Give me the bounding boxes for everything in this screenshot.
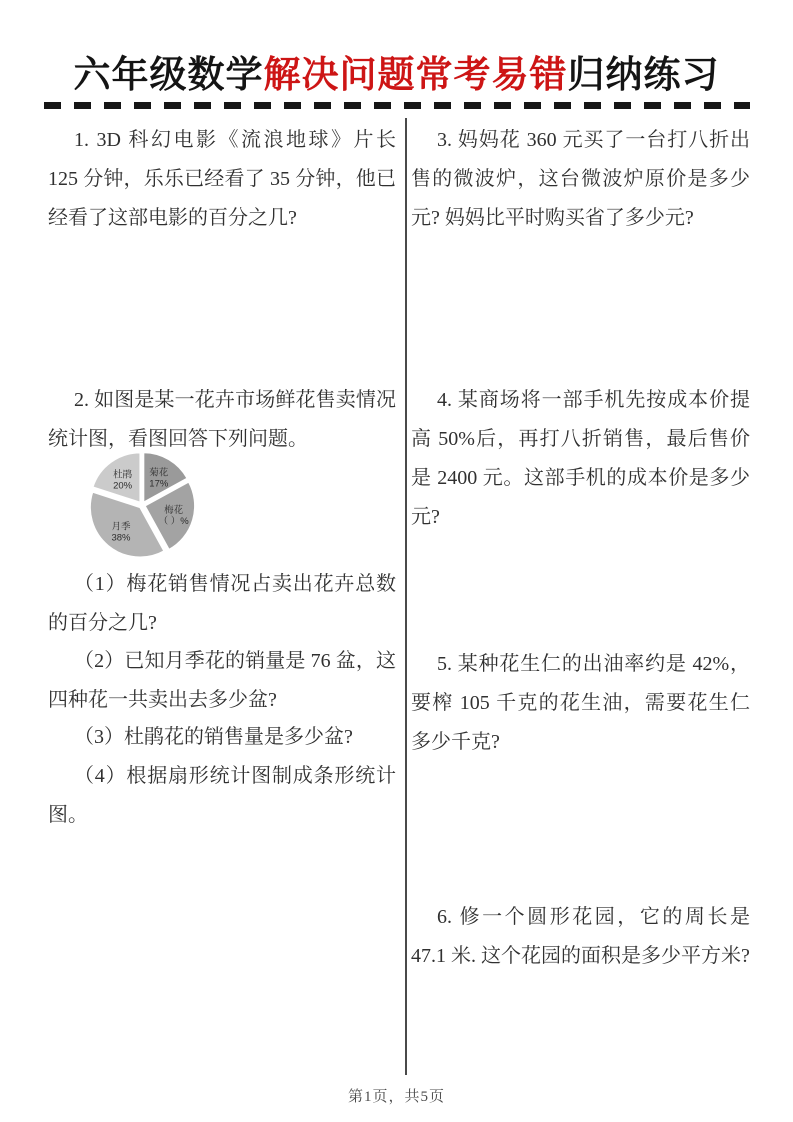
question-2-sub-4: （4）根据扇形统计图制成条形统计图。 — [48, 765, 396, 826]
flower-sales-pie-chart — [86, 449, 198, 561]
pie-slice-label-2: 梅花（ ）% — [158, 505, 189, 528]
question-2-sub-1: （1）梅花销售情况占卖出花卉总数的百分之几? — [48, 573, 396, 634]
question-1: 1. 3D 科幻电影《流浪地球》片长 125 分钟，乐乐已经看了 35 分钟，他已经看了这部电影的百分之几? — [48, 129, 396, 229]
question-2-sub-3: （3）杜鹃花的销售量是多少盆? — [74, 726, 353, 748]
page-title-left: 六年级数学 — [73, 54, 264, 95]
question-3: 3. 妈妈花 360 元买了一台打八折出售的微波炉，这台微波炉原价是多少元? 妈妈比平时购买省了多少元? — [411, 129, 750, 229]
question-2: 2. 如图是某一花卉市场鲜花售卖情况统计图，看图回答下列问题。 — [48, 389, 396, 450]
question-5: 5. 某种花生仁的出油率约是 42%，要榨 105 千克的花生油，需要花生仁多少千克? — [411, 653, 750, 753]
pie-slice-label-1: 菊花 17% — [149, 467, 169, 490]
page-title — [0, 44, 793, 98]
title-dashed-rule — [44, 102, 750, 109]
page-title-red: 解决问题常考易错 — [263, 54, 568, 95]
page-number: 第1页，共5页 — [347, 1089, 445, 1105]
pie-slice-label-4: 杜鹃 20% — [113, 469, 133, 492]
question-6: 6. 修一个圆形花园，它的周长是 47.1 米. 这个花园的面积是多少平方米? — [411, 906, 750, 967]
flower-pie-svg — [86, 449, 198, 561]
column-divider — [405, 118, 407, 1075]
pie-slice-label-3: 月季 38% — [111, 521, 131, 544]
question-4: 4. 某商场将一部手机先按成本价提高 50%后，再打八折销售，最后售价是 2400 元。这部手机的成本价是多少元? — [411, 389, 750, 528]
question-2-sub-2: （2）已知月季花的销量是 76 盆，这四种花一共卖出去多少盆? — [48, 650, 396, 711]
page-title-right: 归纳练习 — [567, 54, 720, 95]
